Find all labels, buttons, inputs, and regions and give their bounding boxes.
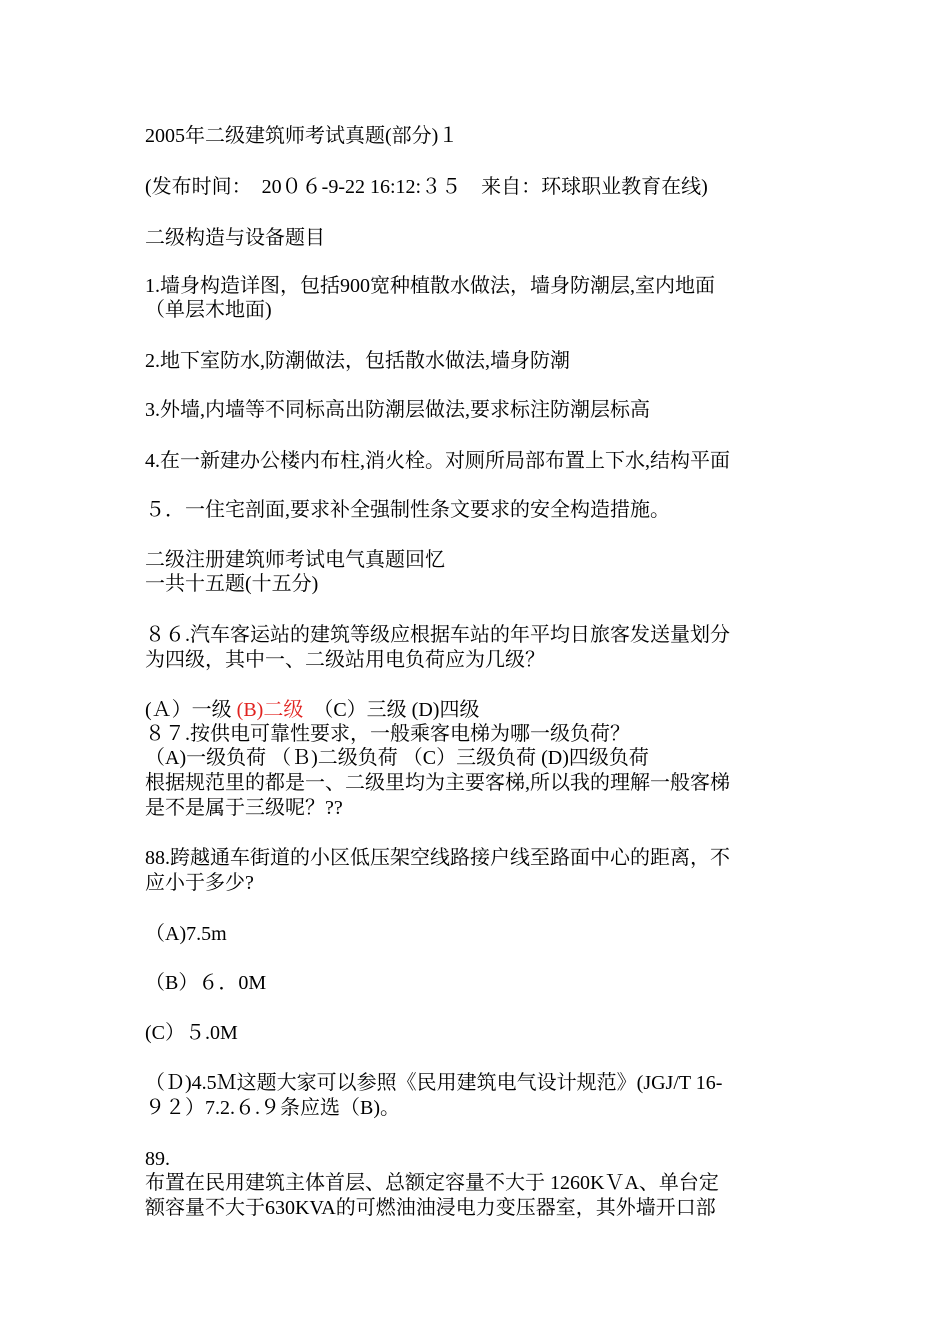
question-89-line-1: 布置在民用建筑主体首层、总额定容量不大于 1260KＶA、单台定 <box>145 1172 719 1194</box>
question-88-option-d-line-1: （Ｄ)4.5Ｍ这题大家可以参照《民用建筑电气设计规范》(JGJ/T 16- <box>145 1072 723 1094</box>
question-86-line-1: ８６.汽车客运站的建筑等级应根据车站的年平均日旅客发送量划分 <box>145 624 730 646</box>
question-88-option-a: （A)7.5m <box>145 923 227 945</box>
section-heading-electrical: 二级注册建筑师考试电气真题回忆 <box>145 549 445 571</box>
question-88-line-1: 88.跨越通车街道的小区低压架空线路接户线至路面中心的距离，不 <box>145 847 730 869</box>
question-88-line-2: 应小于多少? <box>145 872 254 894</box>
question-86-line-2: 为四级，其中一、二级站用电负荷应为几级？ <box>145 649 545 671</box>
section-subheading-electrical: 一共十五题(十五分) <box>145 573 319 595</box>
question-87-options: （A)一级负荷 （Ｂ)二级负荷 （C）三级负荷 (D)四级负荷 <box>145 747 649 769</box>
section-heading-construction: 二级构造与设备题目 <box>145 227 325 249</box>
option-a: (Ａ）一级 <box>145 699 237 721</box>
question-87-comment-line-1: 根据规范里的都是一、二级里均为主要客梯,所以我的理解一般客梯 <box>145 772 730 794</box>
question-88-option-b: （B）６．0M <box>145 972 267 994</box>
publish-meta: (发布时间： 20０６-9-22 16:12:３５ 来自：环球职业教育在线) <box>145 176 708 198</box>
question-4: 4.在一新建办公楼内布柱,消火栓。对厕所局部布置上下水,结构平面 <box>145 450 730 472</box>
question-5: ５．一住宅剖面,要求补全强制性条文要求的安全构造措施。 <box>145 499 670 521</box>
question-3: 3.外墙,内墙等不同标高出防潮层做法,要求标注防潮层标高 <box>145 399 650 421</box>
question-88-option-d-line-2: ９２）7.2.６.９条应选（B)。 <box>145 1097 400 1119</box>
options-c-d: （C）三级 (D)四级 <box>303 699 480 721</box>
question-2: 2.地下室防水,防潮做法，包括散水做法,墙身防潮 <box>145 350 570 372</box>
question-89-line-2: 额容量不大于630KVA的可燃油油浸电力变压器室，其外墙开口部 <box>145 1197 716 1219</box>
question-87-comment-line-2: 是不是属于三级呢？?? <box>145 797 343 819</box>
question-88-option-c: (C）５.0M <box>145 1022 238 1044</box>
option-b-highlighted: (B)二级 <box>236 699 304 721</box>
question-89-number: 89. <box>145 1148 170 1170</box>
question-86-options <box>145 698 479 722</box>
question-1-line-2: （单层木地面) <box>145 299 272 321</box>
doc-title: 2005年二级建筑师考试真题(部分)１ <box>145 125 459 147</box>
question-1-line-1: 1.墙身构造详图，包括900宽种植散水做法，墙身防潮层,室内地面 <box>145 275 715 297</box>
question-87-line-1: ８７.按供电可靠性要求，一般乘客电梯为哪一级负荷？ <box>145 723 630 745</box>
